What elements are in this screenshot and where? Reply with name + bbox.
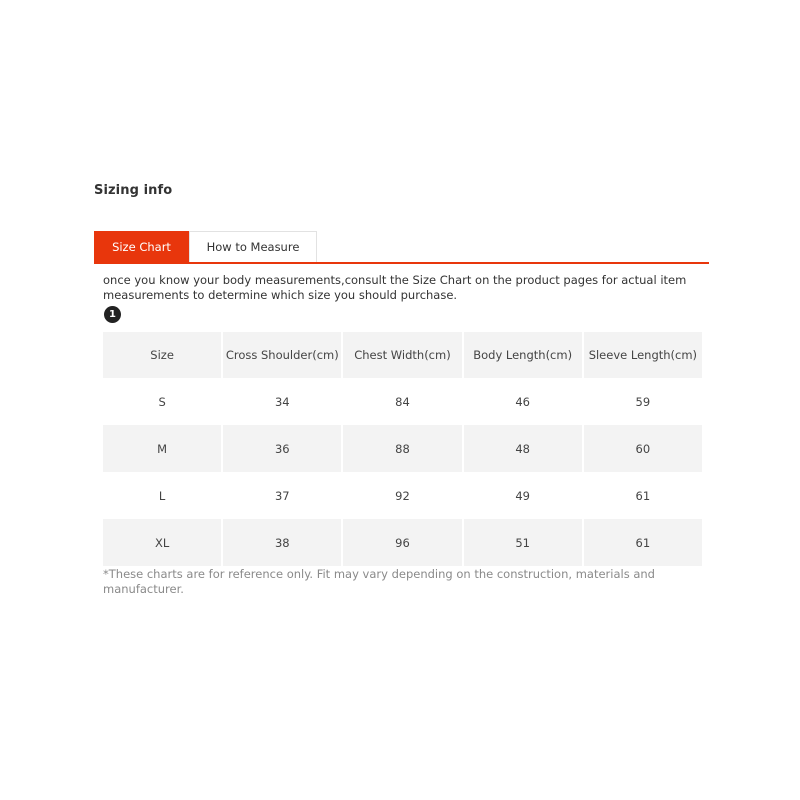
table-cell: 46 xyxy=(515,394,530,409)
size-table xyxy=(101,332,704,566)
table-cell: 61 xyxy=(635,488,651,503)
tab-bar xyxy=(94,231,709,264)
table-cell: 48 xyxy=(464,425,582,472)
tab-size-chart[interactable]: Size Chart xyxy=(94,231,189,262)
table-cell: 88 xyxy=(343,425,461,472)
table-row xyxy=(103,519,702,566)
table-cell: 61 xyxy=(584,519,702,566)
column-header-cross-shoulder: Cross Shoulder(cm) xyxy=(223,332,341,378)
column-header-chest-width: Chest Width(cm) xyxy=(343,332,461,378)
column-header-body-length: Body Length(cm) xyxy=(464,332,582,378)
table-row xyxy=(103,378,702,425)
table-row xyxy=(103,425,702,472)
column-header-size: Size xyxy=(103,332,221,378)
page-title: Sizing info xyxy=(94,183,173,198)
tab-how-to-measure[interactable]: How to Measure xyxy=(189,231,317,262)
reference-footnote: *These charts are for reference only. Fit may vary depending on the construction, materials and manufacturer. xyxy=(103,567,655,596)
column-header-sleeve-length: Sleeve Length(cm) xyxy=(584,332,702,378)
table-cell: 59 xyxy=(635,394,651,409)
table-cell: 37 xyxy=(274,488,290,503)
table-cell: 36 xyxy=(223,425,341,472)
table-cell: 92 xyxy=(395,488,410,503)
table-row xyxy=(103,472,702,519)
intro-text: once you know your body measurements,consult the Size Chart on the product pages for actual item measurements to determine which size you should purchase. xyxy=(103,273,687,302)
table-cell: 60 xyxy=(584,425,702,472)
table-cell: 34 xyxy=(274,394,290,409)
table-cell: M xyxy=(103,425,221,472)
table-cell: 38 xyxy=(223,519,341,566)
table-cell: S xyxy=(158,394,166,409)
table-cell: 51 xyxy=(464,519,582,566)
table-cell: L xyxy=(158,488,166,503)
table-cell: 84 xyxy=(395,394,410,409)
step-number-badge: 1 xyxy=(104,306,121,323)
table-header-row xyxy=(103,332,702,378)
table-cell: 96 xyxy=(343,519,461,566)
table-cell: 49 xyxy=(515,488,530,503)
table-cell: XL xyxy=(103,519,221,566)
